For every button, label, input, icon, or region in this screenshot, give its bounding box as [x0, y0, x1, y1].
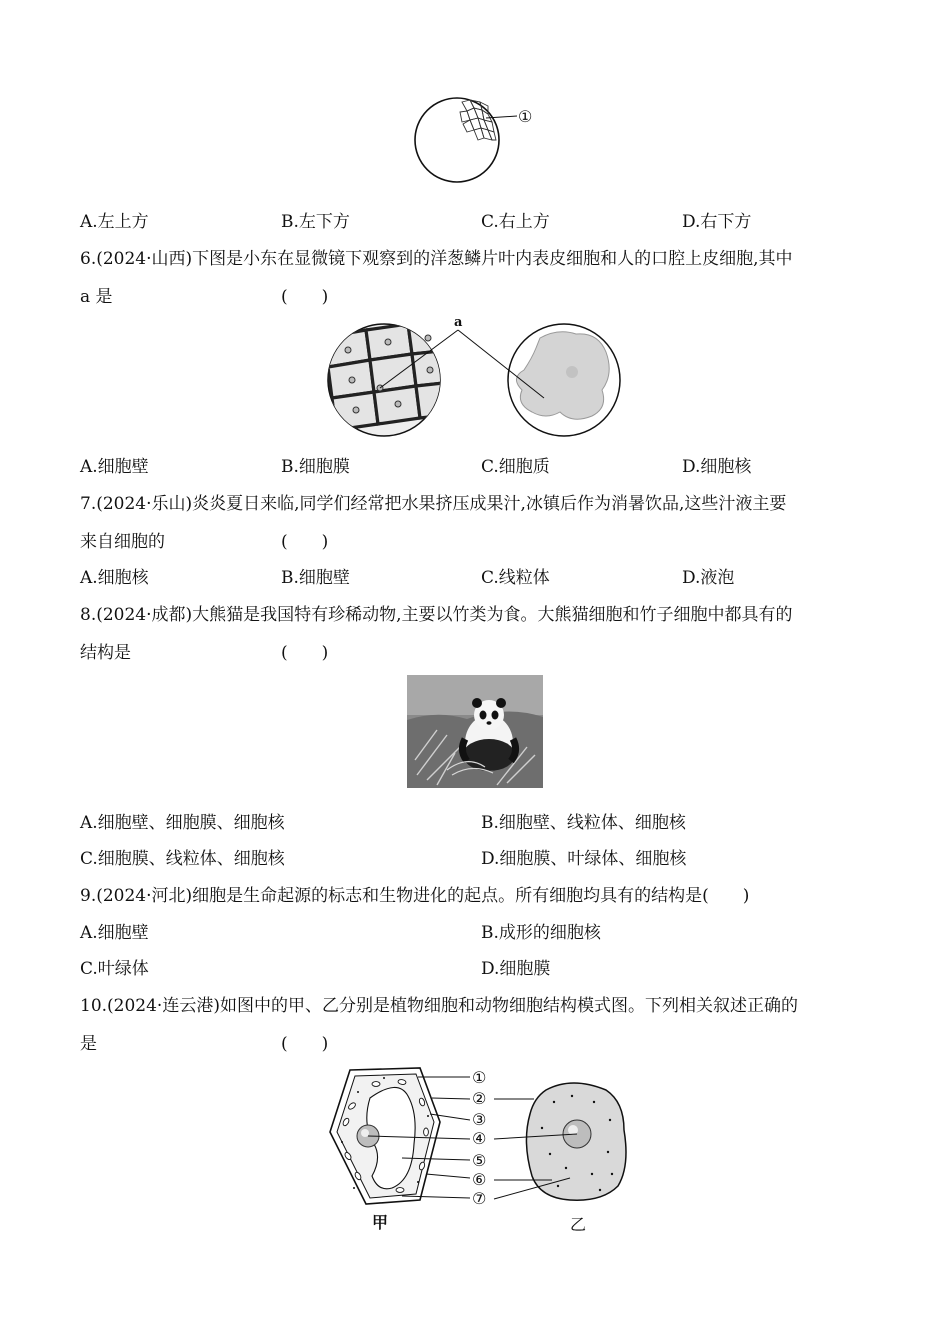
field-of-view-circle: [415, 98, 499, 182]
onion-epidermis-view: [326, 320, 454, 436]
cheek-cell-view: [508, 324, 620, 436]
q10-label-4: ④: [472, 1129, 487, 1148]
q10-cell-structure-figure: [322, 1062, 632, 1237]
q10-stem-line1: 10.(2024·连云港)如图中的甲、乙分别是植物细胞和动物细胞结构模式图。下列相关叙述正确的: [80, 996, 798, 1016]
q8-answer-blank[interactable]: ( ): [281, 643, 329, 663]
q7-option-a[interactable]: A.细胞核: [80, 568, 149, 588]
q7-stem-line2: 来自细胞的: [80, 532, 165, 552]
panda-photo: [407, 675, 543, 788]
q5-option-a[interactable]: A.左上方: [80, 212, 149, 232]
q7-option-d[interactable]: D.液泡: [682, 568, 735, 588]
q5-microscope-figure: [410, 96, 540, 188]
q9-option-b[interactable]: B.成形的细胞核: [481, 923, 601, 943]
q6-stem-line2: a 是: [80, 287, 113, 307]
q9-option-c[interactable]: C.叶绿体: [80, 959, 149, 979]
plant-cell-name: 甲: [372, 1213, 389, 1232]
q6-option-a[interactable]: A.细胞壁: [80, 457, 149, 477]
q5-label-1: ①: [518, 107, 533, 126]
q8-option-a[interactable]: A.细胞壁、细胞膜、细胞核: [80, 813, 285, 833]
q6-option-d[interactable]: D.细胞核: [682, 457, 752, 477]
q9-stem-line1: 9.(2024·河北)细胞是生命起源的标志和生物进化的起点。所有细胞均具有的结构是( ): [80, 886, 750, 906]
q8-stem-line2: 结构是: [80, 643, 131, 663]
q10-label-5: ⑤: [472, 1151, 487, 1170]
q7-answer-blank[interactable]: ( ): [281, 532, 329, 552]
q10-stem-line2: 是: [80, 1034, 97, 1054]
q5-option-c[interactable]: C.右上方: [481, 212, 550, 232]
q10-label-2: ②: [472, 1089, 487, 1108]
q10-label-3: ③: [472, 1110, 487, 1129]
q6-option-b[interactable]: B.细胞膜: [281, 457, 350, 477]
q7-stem-line1: 7.(2024·乐山)炎炎夏日来临,同学们经常把水果挤压成果汁,冰镇后作为消暑饮品,这些汁液主要: [80, 494, 787, 514]
q6-answer-blank[interactable]: ( ): [281, 287, 329, 307]
q6-stem-line1: 6.(2024·山西)下图是小东在显微镜下观察到的洋葱鳞片叶内表皮细胞和人的口腔上皮细胞,其中: [80, 249, 793, 269]
q6-option-c[interactable]: C.细胞质: [481, 457, 550, 477]
q9-option-d[interactable]: D.细胞膜: [481, 959, 551, 979]
animal-cell-diagram: [526, 1083, 626, 1200]
q8-option-c[interactable]: C.细胞膜、线粒体、细胞核: [80, 849, 285, 869]
q8-option-b[interactable]: B.细胞壁、线粒体、细胞核: [481, 813, 686, 833]
q10-label-7: ⑦: [472, 1189, 487, 1208]
q10-answer-blank[interactable]: ( ): [281, 1034, 329, 1054]
q8-option-d[interactable]: D.细胞膜、叶绿体、细胞核: [481, 849, 687, 869]
q5-option-d[interactable]: D.右下方: [682, 212, 752, 232]
q6-label-a: a: [454, 315, 463, 330]
q8-stem-line1: 8.(2024·成都)大熊猫是我国特有珍稀动物,主要以竹类为食。大熊猫细胞和竹子细胞中都具有的: [80, 605, 793, 625]
animal-cell-name: 乙: [570, 1215, 587, 1234]
q6-cells-figure: [326, 312, 626, 442]
q7-option-c[interactable]: C.线粒体: [481, 568, 550, 588]
q9-option-a[interactable]: A.细胞壁: [80, 923, 149, 943]
q10-label-1: ①: [472, 1068, 487, 1087]
q5-option-b[interactable]: B.左下方: [281, 212, 350, 232]
q7-option-b[interactable]: B.细胞壁: [281, 568, 350, 588]
q10-label-6: ⑥: [472, 1170, 487, 1189]
